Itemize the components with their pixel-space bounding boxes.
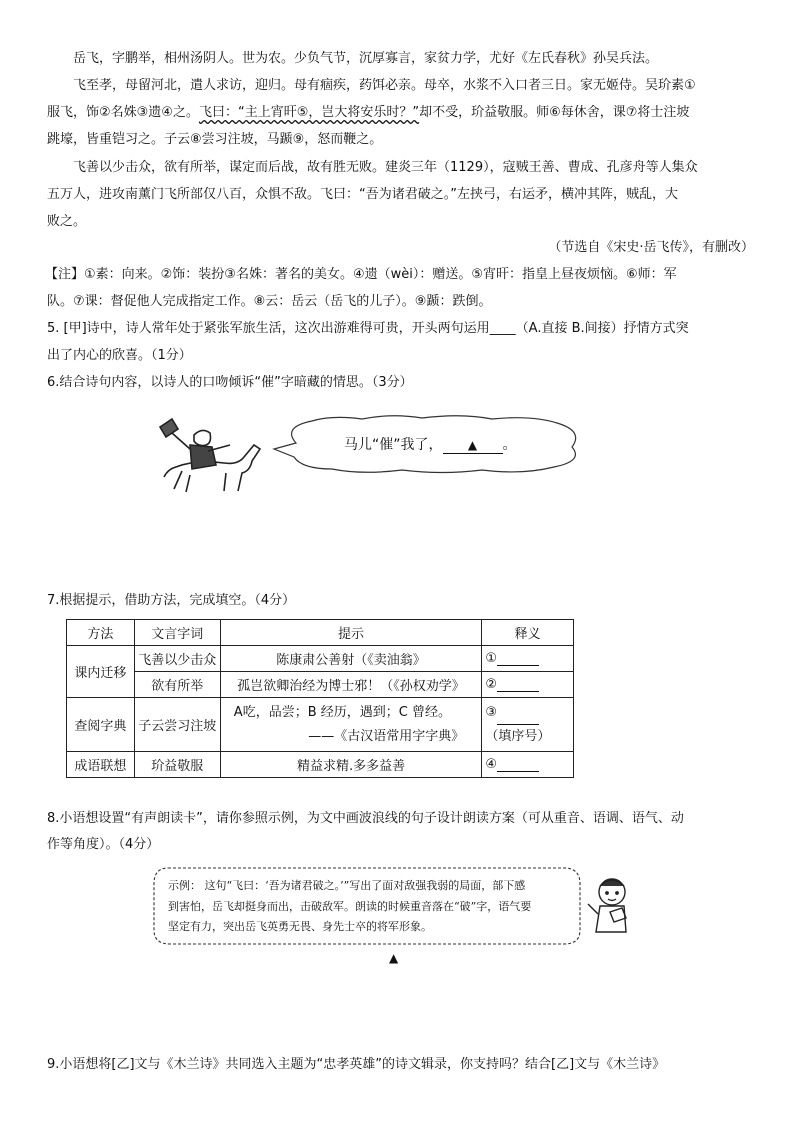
answer-blank[interactable] [497,651,539,666]
passage-text: 却不受，玠益敬服。师⑥每休舍，课⑦将士注坡 [419,105,690,120]
horse-rider-illustration [146,415,268,495]
header-hint: 提示 [220,620,482,646]
answer-blank[interactable] [497,710,539,725]
word-cell: 子云尝习注坡 [134,698,220,752]
wavy-underlined-sentence: 飞曰：“主上宵旰⑤，岂大将安乐时？” [198,105,420,120]
passage-paragraph-3-line2: 五万人，进攻南薰门飞所部仅八百，众惧不敌。飞曰：“吾为诸君破之。”左挟弓，右运矛，横冲其阵，贼乱，大 [47,187,678,202]
method-cell: 查阅字典 [67,698,135,752]
passage-paragraph-3-line3: 败之。 [47,214,87,229]
question-5-line2: 出了内心的欣喜。（1分） [47,348,192,363]
passage-paragraph-2-line1: 飞至孝，母留河北，遣人求访，迎归。母有痼疾，药饵必亲。母卒，水浆不入口者三日。家无姬侍。吴玠素① [73,78,696,93]
header-word: 文言字词 [134,620,220,646]
answer-cell[interactable] [482,672,574,698]
hint-cell: 陈康肃公善射（《卖油翁》 [220,646,482,672]
answer-number: ② [485,677,497,692]
header-meaning: 释义 [482,620,574,646]
answer-blank[interactable] [497,677,539,692]
passage-text: 服飞，饰②名姝③遗④之。 [47,105,199,120]
boy-reading-illustration [586,874,636,938]
table-row [67,672,574,698]
question-9: 9.小语想将[乙]文与《木兰诗》共同选入主题为“忠孝英雄”的诗文辑录，你支持吗？结合[乙]文与《木兰诗》 [47,1057,666,1072]
question-6: 6.结合诗句内容，以诗人的口吻倾诉“催”字暗藏的情思。（3分） [47,375,413,390]
example-line-3: 坚定有力，突出岳飞英勇无畏、身先士卒的将军形象。 [168,920,432,933]
answer-cell[interactable] [482,752,574,778]
notes-line-1: 【注】①素：向来。②饰：装扮③名姝：著名的美女。④遗（wèi）：赠送。⑤宵旰：指皇上昼夜烦恼。⑥师：军 [45,267,677,282]
triangle-marker-icon: ▲ [389,951,399,965]
word-cell: 飞善以少击众 [134,646,220,672]
hint-cell [220,698,482,752]
answer-blank[interactable] [443,437,503,454]
table-row [67,646,574,672]
header-method: 方法 [67,620,135,646]
example-line-2: 到害怕，岳飞却挺身而出，击破敌军。朗读的时候重音落在“破”字，语气要 [168,900,532,913]
question-8-line2: 作等角度）。（4分） [47,837,160,852]
passage-paragraph-2-line3: 跳壕，皆重铠习之。子云⑧尝习注坡，马踬⑨，怒而鞭之。 [47,132,383,147]
question-7: 7.根据提示，借助方法，完成填空。（4分） [47,593,296,608]
passage-paragraph-3-line1: 飞善以少击众，欲有所举，谋定而后战，故有胜无败。建炎三年（1129），寇贼王善、曹成、孔彦舟等人集众 [73,160,698,175]
table-row [67,752,574,778]
triangle-marker-icon: ▲ [467,438,478,452]
answer-number: ④ [485,757,497,772]
passage-paragraph-1: 岳飞，字鹏举，相州汤阴人。世为农。少负气节，沉厚寡言，家贫力学，尤好《左氏春秋》孙吴兵法。 [73,51,659,66]
hint-dictionary-source: ——《古汉语常用字字典》 [308,728,465,744]
notes-line-2: 队。⑦课：督促他人完成指定工作。⑧云：岳云（岳飞的儿子）。⑨踬：跌倒。 [47,294,492,309]
answer-number: ③ [485,704,497,720]
method-cell: 成语联想 [67,752,135,778]
speech-bubble-text [344,434,517,454]
answer-cell[interactable] [482,698,574,752]
word-cell: 玠益敬服 [134,752,220,778]
answer-cell[interactable] [482,646,574,672]
bubble-suffix: 。 [502,437,517,453]
hint-cell: 精益求精.多多益善 [220,752,482,778]
question-5-line1: 5. [甲]诗中，诗人常年处于紧张军旅生活，这次出游难得可贵，开头两句运用____（A.直接 B.间接）抒情方式突 [47,321,689,336]
passage-source: （节选自《宋史·岳飞传》，有删改） [548,240,754,255]
passage-paragraph-2-line2 [47,103,754,123]
bubble-prefix: 马儿“催”我了， [344,437,443,453]
example-line-1: 示例： 这句“飞曰：‘吾为诸君破之。’”写出了面对敌强我弱的局面，部下感 [168,879,526,892]
method-table [66,619,574,778]
method-cell: 课内迁移 [67,646,135,698]
question-8-line1: 8.小语想设置“有声朗读卡”，请你参照示例，为文中画波浪线的句子设计朗读方案（可从重音、语调、语气、动 [47,811,684,826]
word-cell: 欲有所举 [134,672,220,698]
answer-blank[interactable] [497,757,539,772]
hint-cell: 孤岂欲卿治经为博士邪！（《孙权劝学》 [220,672,482,698]
table-header-row [67,620,574,646]
table-row [67,698,574,752]
answer-instruction: （填序号） [485,728,551,744]
answer-number: ① [485,651,497,666]
hint-definitions: A吃，品尝；B 经历，遇到；C 曾经。 [233,704,451,720]
